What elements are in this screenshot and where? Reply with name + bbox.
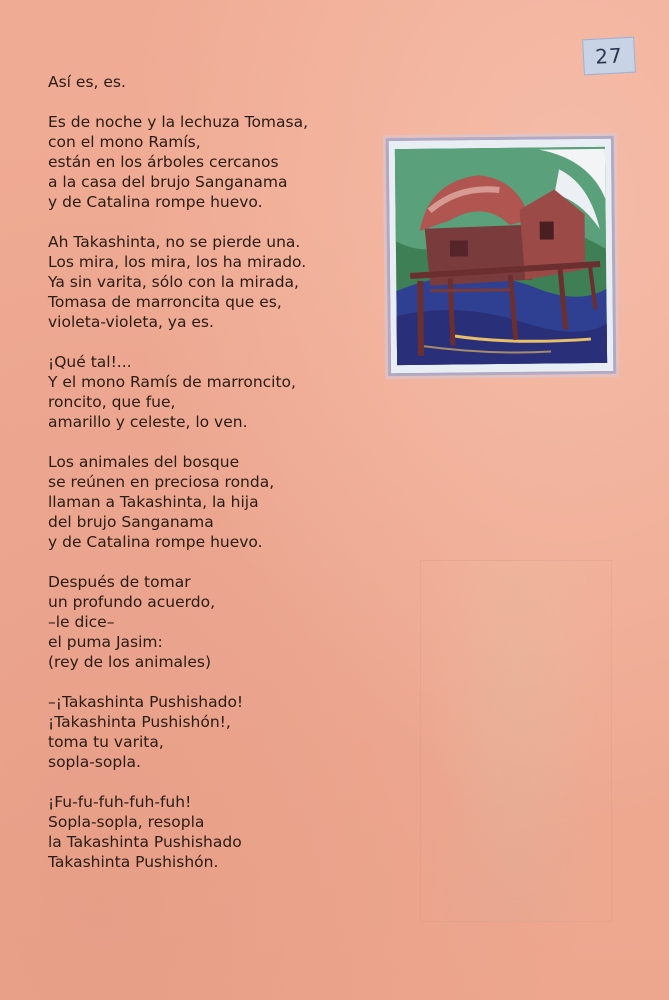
page-number: 27 (582, 37, 636, 76)
stanza (48, 792, 378, 872)
stanza (48, 352, 378, 432)
poem-line: la Takashinta Pushishado (48, 833, 242, 851)
poem-line: –le dice– (48, 613, 115, 631)
poem-line: violeta-violeta, ya es. (48, 313, 214, 331)
poem-line: se reúnen en preciosa ronda, (48, 473, 275, 491)
poem-line: y de Catalina rompe huevo. (48, 533, 263, 551)
poem-line: Tomasa de marroncita que es, (48, 293, 282, 311)
poem-line: ¡Takashinta Pushishón!, (48, 713, 231, 731)
poem-line: con el mono Ramís, (48, 133, 201, 151)
house-painting (389, 139, 613, 373)
poem-text (48, 72, 378, 892)
poem-line: llaman a Takashinta, la hija (48, 493, 259, 511)
stanza (48, 692, 378, 772)
poem-line: ¡Qué tal!... (48, 353, 132, 371)
stanza (48, 72, 378, 92)
poem-line: Es de noche y la lechuza Tomasa, (48, 113, 309, 131)
stanza (48, 452, 378, 552)
stanza (48, 112, 378, 212)
poem-line: (rey de los animales) (48, 653, 211, 671)
poem-line: sopla-sopla. (48, 753, 141, 771)
poem-line: Y el mono Ramís de marroncito, (48, 373, 296, 391)
poem-line: están en los árboles cercanos (48, 153, 279, 171)
poem-line: Sopla-sopla, resopla (48, 813, 205, 831)
poem-line: Así es, es. (48, 73, 126, 91)
poem-line: Los animales del bosque (48, 453, 240, 471)
poem-line: y de Catalina rompe huevo. (48, 193, 263, 211)
faded-illustration (420, 560, 612, 922)
stanza (48, 572, 378, 672)
poem-line: Ya sin varita, sólo con la mirada, (48, 273, 299, 291)
poem-line: a la casa del brujo Sanganama (48, 173, 288, 191)
poem-line: el puma Jasim: (48, 633, 163, 651)
poem-line: Después de tomar (48, 573, 191, 591)
poem-line: Ah Takashinta, no se pierde una. (48, 233, 301, 251)
stanza (48, 232, 378, 332)
poem-line: –¡Takashinta Pushishado! (48, 693, 244, 711)
watercolor-house-illustration (389, 139, 613, 373)
poem-line: del brujo Sanganama (48, 513, 214, 531)
poem-line: Los mira, los mira, los ha mirado. (48, 253, 307, 271)
poem-line: roncito, que fue, (48, 393, 176, 411)
poem-line: ¡Fu-fu-fuh-fuh-fuh! (48, 793, 192, 811)
poem-line: Takashinta Pushishón. (48, 853, 219, 871)
poem-line: toma tu varita, (48, 733, 164, 751)
poem-line: un profundo acuerdo, (48, 593, 216, 611)
poem-line: amarillo y celeste, lo ven. (48, 413, 248, 431)
